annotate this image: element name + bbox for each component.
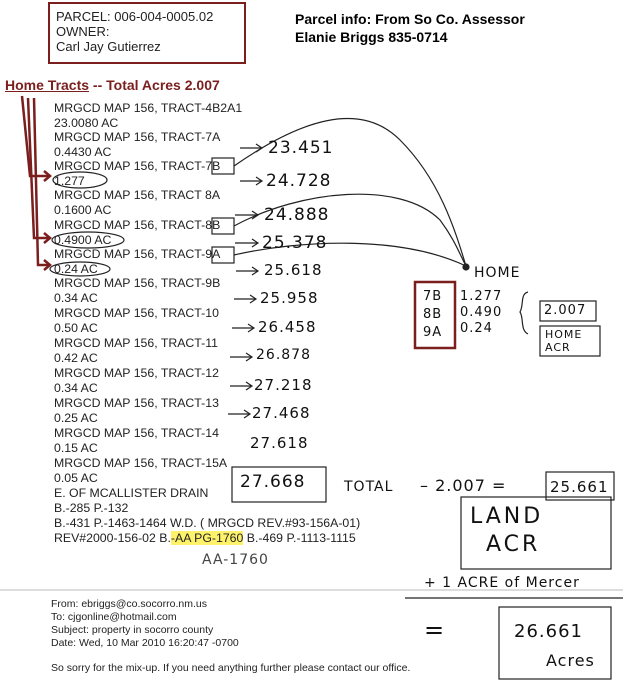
record-map-9: MRGCD MAP 156, TRACT-11 (54, 336, 219, 350)
parcel-info-line2: Elanie Briggs 835-0714 (295, 29, 448, 45)
record-map-1: MRGCD MAP 156, TRACT-4B2A1 (54, 101, 243, 115)
highlighted-page-ref: -AA PG-1760 (170, 531, 244, 545)
circle-0490 (52, 232, 124, 248)
running-total-3: 24.888 (264, 205, 330, 225)
parcel-id: PARCEL: 006-004-0005.02 (56, 9, 214, 24)
plus-one-acre: + 1 ACRE of Mercer (424, 575, 580, 591)
running-total-1: 23.451 (268, 138, 334, 158)
running-total-2: 24.728 (266, 171, 332, 191)
parcel-info-line1: Parcel info: From So Co. Assessor (295, 11, 525, 27)
record-acres-8: 0.50 AC (54, 321, 98, 335)
book-line-1: B.-285 P.-132 (54, 501, 129, 515)
record-acres-1: 23.0080 AC (54, 116, 119, 130)
record-map-2: MRGCD MAP 156, TRACT-7A (54, 130, 221, 144)
record-map-7: MRGCD MAP 156, TRACT-9B (54, 276, 221, 290)
running-total-10: 27.468 (252, 404, 311, 422)
home-tract-9a: 9A (423, 325, 443, 340)
record-map-10: MRGCD MAP 156, TRACT-12 (54, 366, 219, 380)
running-total-4: 25.378 (262, 233, 328, 253)
box-8b (212, 218, 234, 234)
rev-line-end: B.-469 P.-1113-1115 (243, 531, 356, 545)
record-map-6: MRGCD MAP 156, TRACT-9A (54, 247, 221, 261)
equals-sign: = (424, 616, 446, 644)
final-unit: Acres (546, 651, 595, 670)
home-acr-label: HOME ACR (545, 328, 583, 354)
running-total-5: 25.618 (264, 261, 323, 279)
book-line-2: B.-431 P.-1463-1464 W.D. ( MRGCD REV.#93-156A-01) (54, 516, 361, 530)
record-acres-11: 0.25 AC (54, 411, 98, 425)
email-to: To: cjgonline@hotmail.com (51, 611, 177, 623)
record-map-11: MRGCD MAP 156, TRACT-13 (54, 396, 219, 410)
email-date: Date: Wed, 10 Mar 2010 16:20:47 -0700 (51, 637, 239, 649)
home-tract-brackets (22, 96, 50, 270)
home-tracts-label: Home Tracts (5, 77, 90, 93)
running-total-6: 25.958 (260, 289, 319, 307)
home-total-value: 2.007 (544, 303, 587, 318)
running-total-8: 26.878 (256, 347, 311, 363)
circle-1277 (53, 172, 107, 188)
total-minus: – 2.007 = (420, 476, 507, 495)
record-acres-4: 0.1600 AC (54, 203, 112, 217)
brace (520, 292, 528, 334)
running-total-7: 26.458 (258, 318, 317, 336)
record-acres-7: 0.34 AC (54, 291, 98, 305)
home-tracts-total: -- Total Acres 2.007 (89, 77, 220, 93)
running-total-12: 27.668 (240, 472, 306, 492)
record-acres-9: 0.42 AC (54, 351, 98, 365)
final-value: 26.661 (514, 621, 583, 642)
running-total-9: 27.218 (254, 376, 313, 394)
box-9a (212, 247, 234, 263)
home-tract-8b: 8B (423, 307, 443, 322)
record-map-8: MRGCD MAP 156, TRACT-10 (54, 306, 219, 320)
record-acres-13: 0.05 AC (54, 471, 98, 485)
record-acres-12: 0.15 AC (54, 441, 98, 455)
record-map-3: MRGCD MAP 156, TRACT-7B (54, 159, 221, 173)
home-tract-7b: 7B (423, 289, 443, 304)
rev-line-start: REV#2000-156-02 B. (54, 531, 171, 545)
email-message: So sorry for the mix-up. If you need anything further please contact our office. (51, 662, 411, 674)
circle-024 (50, 262, 110, 276)
record-map-5: MRGCD MAP 156, TRACT-8B (54, 218, 221, 232)
owner-name: Carl Jay Gutierrez (56, 39, 161, 54)
record-map-12: MRGCD MAP 156, TRACT-14 (54, 426, 219, 440)
record-map-4: MRGCD MAP 156, TRACT 8A (54, 188, 221, 202)
email-subject: Subject: property in socorro county (51, 624, 214, 636)
record-map-13: MRGCD MAP 156, TRACT-15A (54, 456, 228, 470)
drain-line: E. OF MCALLISTER DRAIN (54, 486, 209, 500)
total-result: 25.661 (550, 478, 609, 496)
home-acres-7b: 1.277 (460, 289, 503, 304)
home-acres-8b: 0.490 (460, 305, 503, 320)
record-acres-6: 0.24 AC (54, 262, 98, 276)
owner-label: OWNER: (56, 24, 110, 39)
land-label: LAND (470, 504, 544, 529)
running-total-11: 27.618 (250, 434, 309, 452)
record-acres-3: 1.277 (54, 174, 85, 188)
home-acres-9a: 0.24 (460, 321, 493, 336)
acr-label: ACR (486, 532, 541, 557)
record-acres-2: 0.4430 AC (54, 145, 112, 159)
box-7b (212, 158, 234, 174)
total-label: TOTAL (344, 479, 394, 495)
email-from: From: ebriggs@co.socorro.nm.us (51, 598, 207, 610)
record-acres-10: 0.34 AC (54, 381, 98, 395)
aa-note: AA-1760 (202, 552, 269, 568)
record-acres-5: 0.4900 AC (54, 233, 112, 247)
home-label: HOME (474, 265, 521, 281)
